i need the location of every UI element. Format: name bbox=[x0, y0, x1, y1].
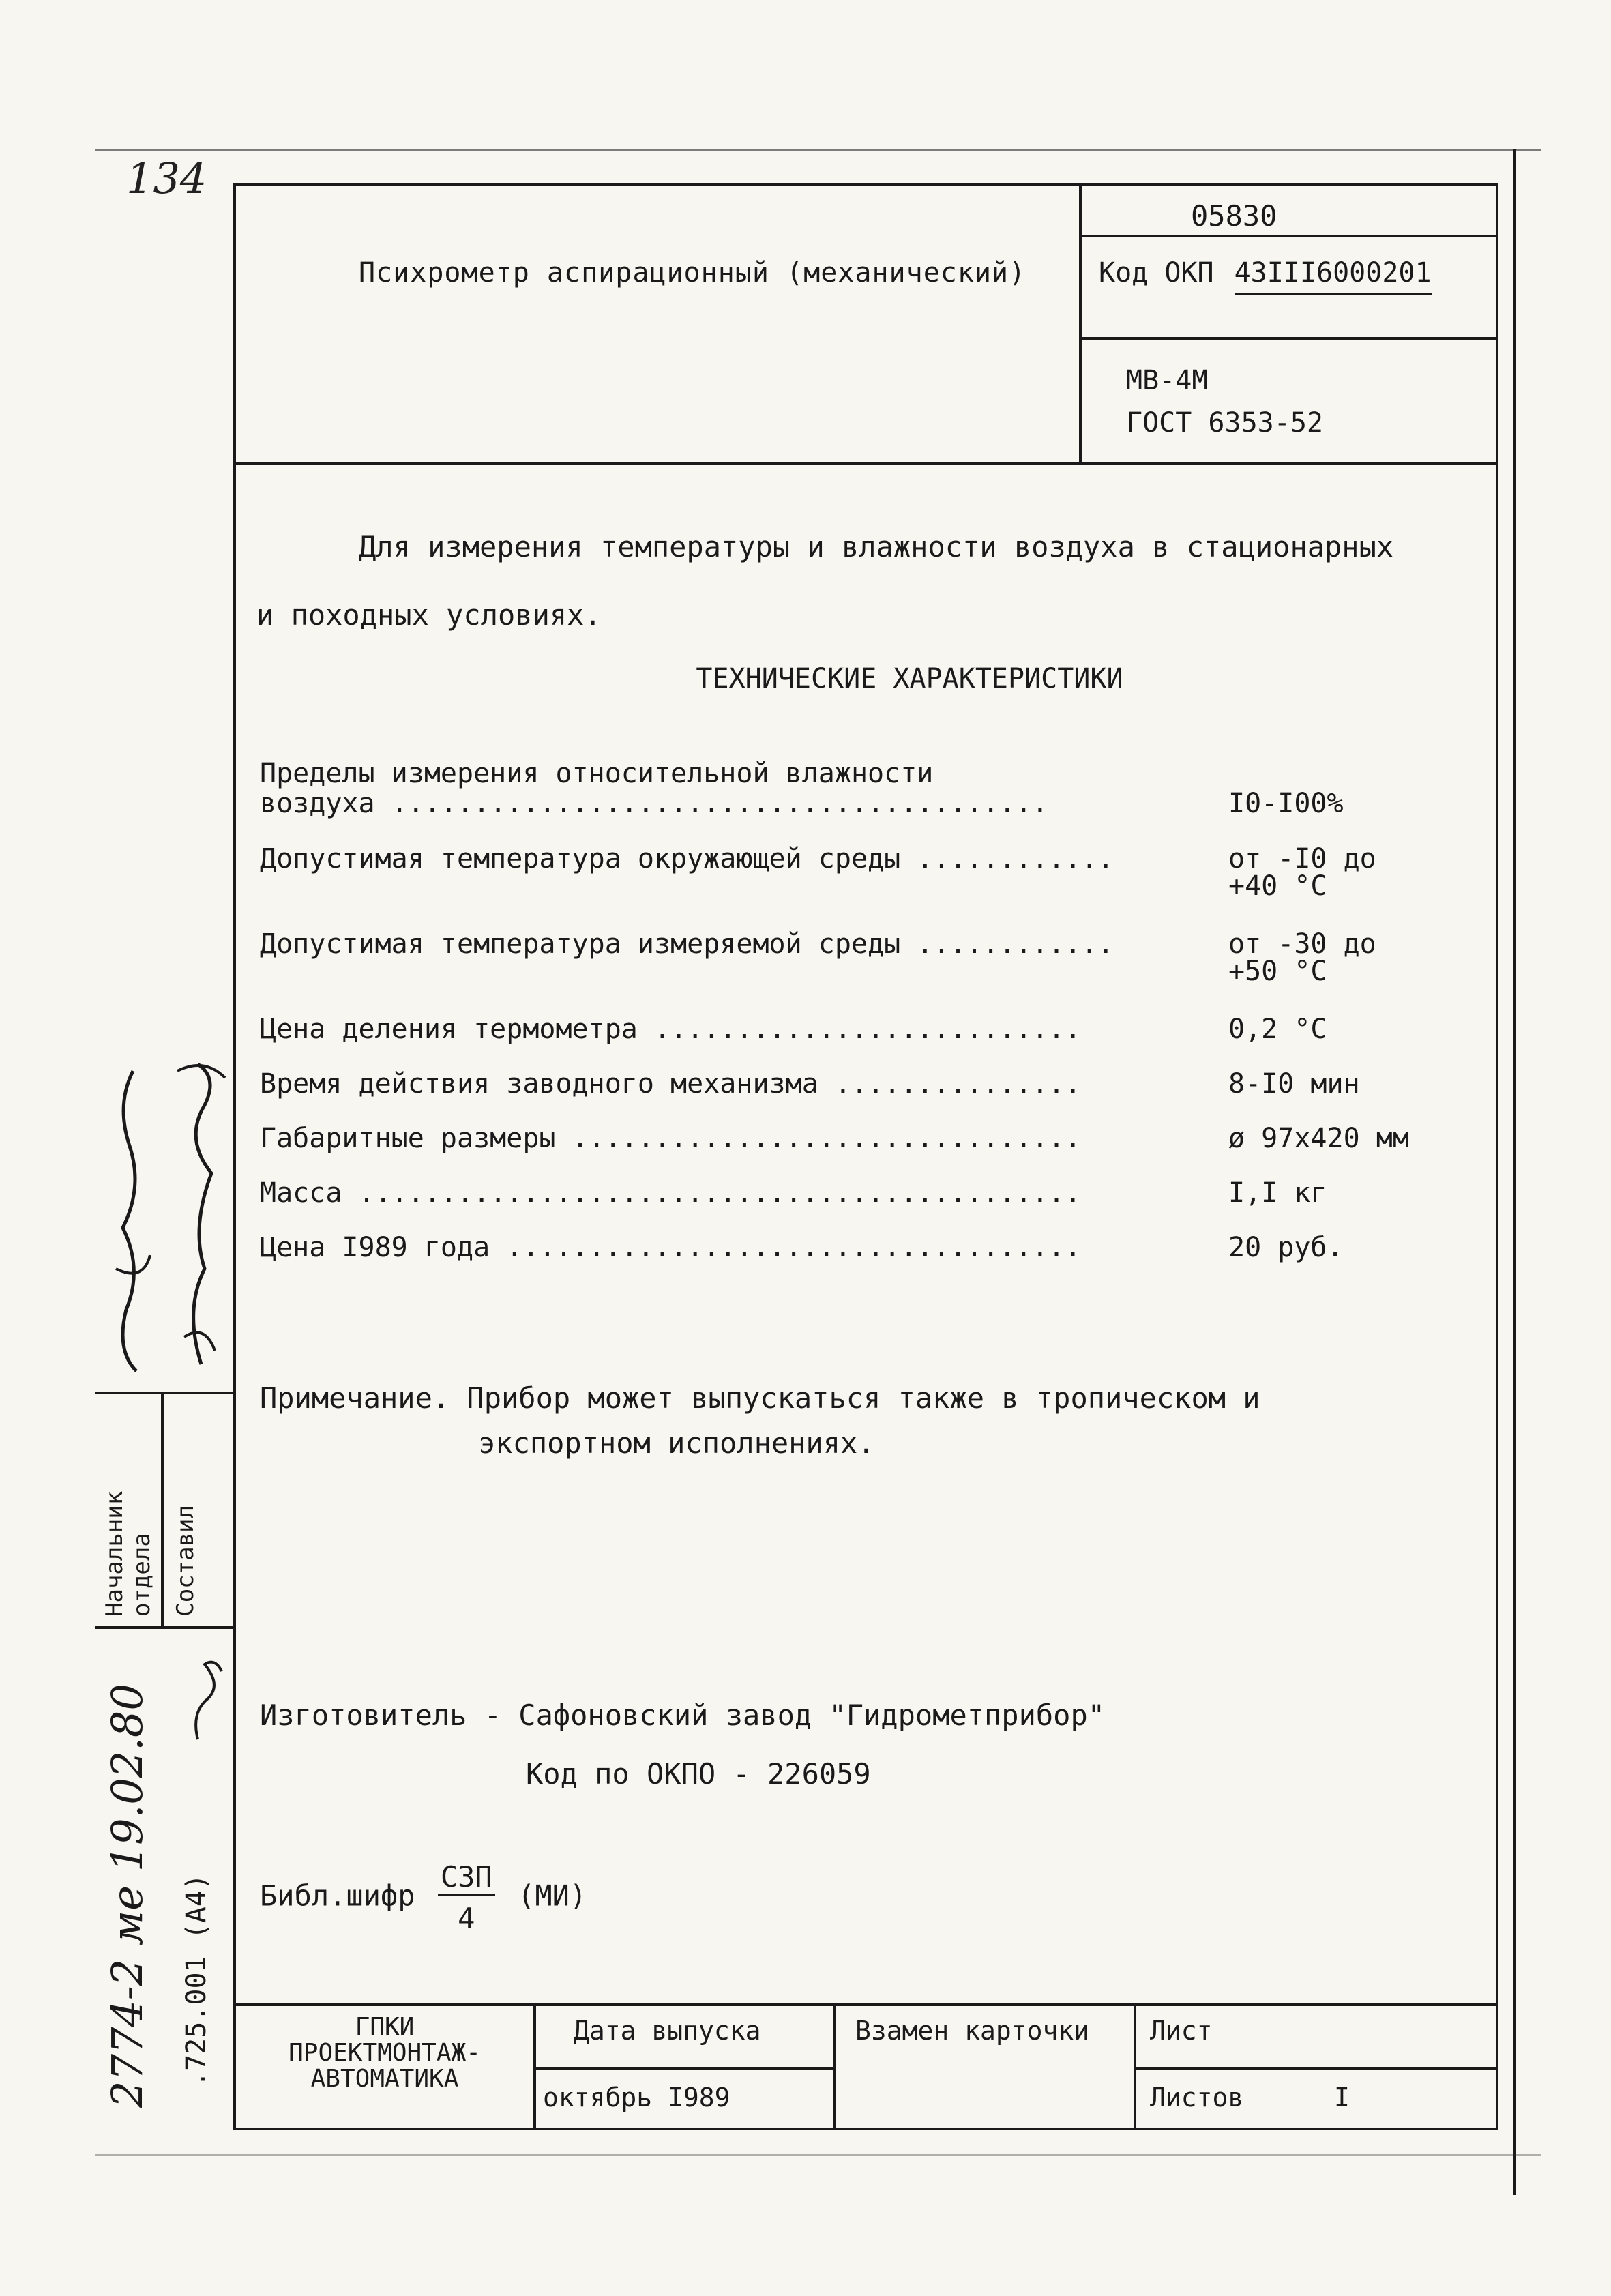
spec-label: Допустимая температура измеряемой среды ............ bbox=[260, 928, 1114, 960]
manufacturer-name: Изготовитель - Сафоновский завод "Гидрометприбор" bbox=[260, 1698, 1106, 1732]
cell-divider bbox=[1136, 2067, 1498, 2070]
spec-value: +50 °C bbox=[1228, 956, 1327, 987]
library-code-denominator: 4 bbox=[458, 1902, 475, 1935]
catalog-card bbox=[233, 183, 1498, 2130]
spec-label: Цена деления термометра .......................... bbox=[260, 1014, 1082, 1045]
outer-border-right bbox=[1513, 149, 1516, 2195]
spec-value: 0,2 °C bbox=[1228, 1014, 1327, 1045]
catalog-code: 05830 bbox=[1191, 199, 1277, 233]
release-date-value: октябрь I989 bbox=[543, 2082, 730, 2113]
spec-row-ambient-temp bbox=[260, 843, 1474, 902]
intro-line: Для измерения температуры и влажности воздуха в стационарных bbox=[359, 530, 1394, 563]
cell-divider bbox=[536, 2067, 833, 2070]
outer-border-top bbox=[95, 149, 1541, 151]
spec-label: Габаритные размеры ............................... bbox=[260, 1123, 1082, 1154]
signature-compiler bbox=[164, 1050, 228, 1378]
spec-row-dimensions bbox=[260, 1123, 1474, 1153]
release-date-label: Дата выпуска bbox=[574, 2016, 761, 2046]
note bbox=[260, 1376, 1260, 1466]
manufacturer bbox=[260, 1686, 1105, 1804]
okp-label: Код ОКП bbox=[1099, 257, 1214, 289]
spec-row-humidity bbox=[260, 759, 1474, 819]
spec-row-division bbox=[260, 1014, 1474, 1044]
spec-value: от -I0 до bbox=[1228, 843, 1376, 874]
registration-stamp: .725.001 (А4) bbox=[181, 1873, 212, 2087]
intro-line: и походных условиях. bbox=[256, 598, 602, 632]
replaces-label: Взамен карточки bbox=[855, 2016, 1090, 2046]
spec-label: Время действия заводного механизма ............... bbox=[260, 1068, 1082, 1100]
signature-head bbox=[102, 1064, 164, 1378]
footer-sheets bbox=[1136, 2006, 1498, 2130]
head-of-department-label: Начальник отдела bbox=[101, 1490, 156, 1617]
footer-organization bbox=[236, 2006, 536, 2130]
intro-text bbox=[256, 513, 1470, 649]
okp-value: 43III6000201 bbox=[1235, 257, 1432, 295]
spec-value: ø 97x420 мм bbox=[1228, 1123, 1409, 1154]
spec-label: Масса ............................................ bbox=[260, 1177, 1082, 1209]
model-block bbox=[1126, 359, 1323, 444]
initials-signature bbox=[184, 1651, 232, 1746]
okpo-code: Код по ОКПО - 226059 bbox=[526, 1757, 871, 1791]
footer-table bbox=[236, 2003, 1498, 2130]
org-line: ПРОЕКТМОНТАЖ- bbox=[289, 2039, 481, 2067]
header-bottom-rule bbox=[236, 462, 1496, 465]
outer-border-bottom bbox=[95, 2154, 1541, 2156]
spec-value: I,I кг bbox=[1228, 1177, 1327, 1209]
product-title: Психрометр аспирационный (механический) bbox=[359, 257, 1026, 289]
registration-handwritten: 2774-2 ме 19.02.80 bbox=[102, 1683, 152, 2108]
section-title: ТЕХНИЧЕСКИЕ ХАРАКТЕРИСТИКИ bbox=[696, 663, 1123, 694]
sheets-label: Листов bbox=[1150, 2082, 1244, 2113]
spec-label: воздуха ........................................ bbox=[260, 788, 1048, 819]
footer-release-date bbox=[536, 2006, 836, 2130]
compiled-by-label: Составил bbox=[172, 1505, 199, 1617]
model-name: МВ-4М bbox=[1126, 365, 1209, 396]
footer-replaces-card bbox=[836, 2006, 1136, 2130]
spec-label: Допустимая температура окружающей среды ............ bbox=[260, 843, 1114, 874]
library-code-fraction bbox=[438, 1860, 495, 1935]
header-divider bbox=[1082, 337, 1498, 340]
org-line: ГПКИ bbox=[355, 2013, 415, 2041]
spec-value: 8-I0 мин bbox=[1228, 1068, 1360, 1100]
sheet-label: Лист bbox=[1150, 2016, 1213, 2046]
sheets-count: I bbox=[1334, 2082, 1350, 2113]
note-line: экспортном исполнениях. bbox=[478, 1426, 875, 1460]
spec-value: I0-I00% bbox=[1228, 788, 1344, 819]
spec-label: Пределы измерения относительной влажности bbox=[260, 758, 934, 789]
spec-row-measured-temp bbox=[260, 928, 1474, 987]
header-divider bbox=[1082, 235, 1498, 237]
note-line: Примечание. Прибор может выпускаться также в тропическом и bbox=[260, 1381, 1260, 1415]
okp-code bbox=[1099, 257, 1432, 295]
spec-value: +40 °C bbox=[1228, 870, 1327, 902]
spec-row-mass bbox=[260, 1178, 1474, 1208]
library-code bbox=[260, 1860, 587, 1935]
gost-standard: ГОСТ 6353-52 bbox=[1126, 407, 1323, 439]
spec-label: Цена I989 года ................................... bbox=[260, 1232, 1082, 1263]
spec-value: 20 руб. bbox=[1228, 1232, 1344, 1263]
header-title-cell bbox=[236, 186, 1082, 462]
strip-divider bbox=[161, 1394, 164, 1626]
spec-row-price bbox=[260, 1233, 1474, 1263]
spec-value: от -30 до bbox=[1228, 928, 1376, 960]
page-number: 134 bbox=[126, 153, 207, 203]
library-code-label: Библ.шифр bbox=[260, 1879, 415, 1913]
spec-row-clockwork bbox=[260, 1069, 1474, 1099]
approval-strip bbox=[95, 1392, 233, 1629]
org-line: АВТОМАТИКА bbox=[310, 2065, 459, 2093]
library-code-numerator: СЗП bbox=[438, 1860, 495, 1896]
library-code-suffix: (МИ) bbox=[518, 1879, 587, 1913]
